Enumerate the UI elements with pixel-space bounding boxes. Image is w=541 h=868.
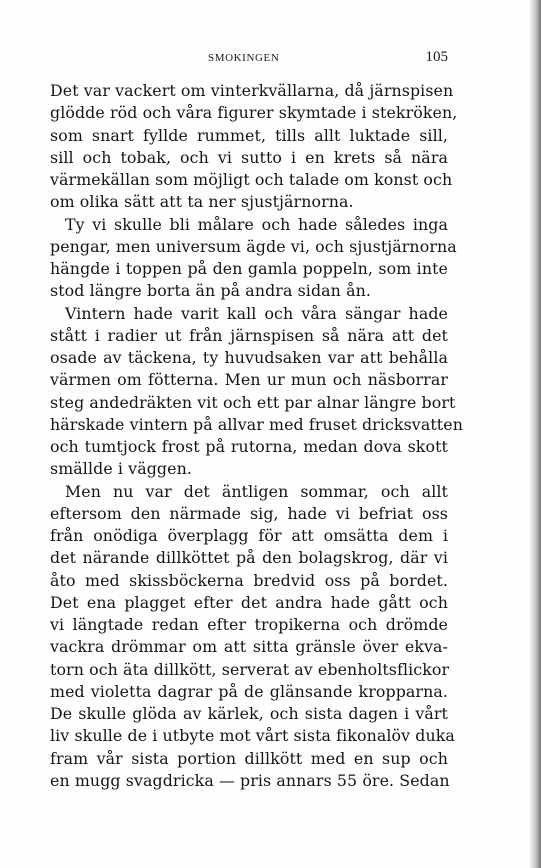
- text-line: smällde i väggen.: [50, 459, 192, 479]
- running-title: SMOKINGEN: [208, 52, 280, 64]
- text-line: stått i radier ut från järnspisen så nära att det: [50, 325, 448, 345]
- text-line: hängde i toppen på den gamla poppeln, som inte: [50, 259, 448, 278]
- text-line: vackra drömmar om att sitta gränsle över ekva-: [50, 637, 448, 657]
- text-line: Det var vackert om vinterkvällarna, då järnspisen: [50, 81, 454, 100]
- text-line: åto med skissböckerna bredvid oss på bordet.: [50, 570, 448, 590]
- text-line: vi längtade redan efter tropikerna och drömde: [50, 615, 448, 634]
- text-line: steg andedräkten vit och ett par alnar längre bort: [50, 392, 456, 412]
- text-line: och tumtjock frost på rutorna, medan dova skott: [50, 437, 448, 456]
- page-edge-shadow: [529, 0, 541, 868]
- text-line: pengar, men universum ägde vi, och sjustjärnorna: [50, 236, 457, 256]
- text-line: glödde röd och våra figurer skymtade i stekröken,: [50, 103, 458, 123]
- text-line: fram vår sista portion dillkött med en sup och: [50, 748, 448, 768]
- text-line: det närande dillköttet på den bolagskrog, där vi: [50, 548, 448, 568]
- text-line: stod längre borta än på andra sidan ån.: [50, 281, 371, 301]
- text-line: härskade vintern på allvar med fruset dricksvatten: [50, 414, 463, 434]
- text-line: torn och äta dillkött, serverat av ebenholtsflickor: [50, 659, 450, 679]
- text-line: om olika sätt att ta ner sjustjärnorna.: [50, 192, 354, 212]
- text-line: Vintern hade varit kall och våra sängar hade: [65, 303, 448, 323]
- body-text: [50, 80, 463, 792]
- page-number: 105: [425, 49, 448, 65]
- text-line: värmekällan som möjligt och talade om konst och: [50, 170, 453, 189]
- text-line: värmen om fötterna. Men ur mun och näsborrar: [50, 370, 448, 390]
- text-line: eftersom den närmade sig, hade vi befriat oss: [50, 503, 448, 523]
- text-line: sill och tobak, och vi sutto i en krets så nära: [50, 147, 448, 167]
- page-header: [50, 49, 448, 69]
- text-line: från onödiga överplagg för att omsätta dem i: [50, 526, 448, 545]
- text-line: osade av täckena, ty huvudsaken var att behålla: [50, 348, 448, 367]
- text-line: Det ena plagget efter det andra hade gått och: [50, 592, 448, 612]
- text-line: De skulle glöda av kärlek, och sista dagen i vårt: [50, 704, 448, 723]
- text-line: Ty vi skulle bli målare och hade således inga: [65, 214, 448, 234]
- text-line: med violetta dagrar på de glänsande kropparna.: [50, 681, 448, 701]
- text-line: Men nu var det äntligen sommar, och allt: [65, 481, 448, 501]
- text-line: liv skulle de i utbyte mot vårt sista fikonalöv duka: [50, 726, 455, 746]
- text-line: som snart fyllde rummet, tills allt luktade sill,: [50, 125, 448, 145]
- text-line: en mugg svagdricka — pris annars 55 öre. Sedan: [50, 770, 450, 790]
